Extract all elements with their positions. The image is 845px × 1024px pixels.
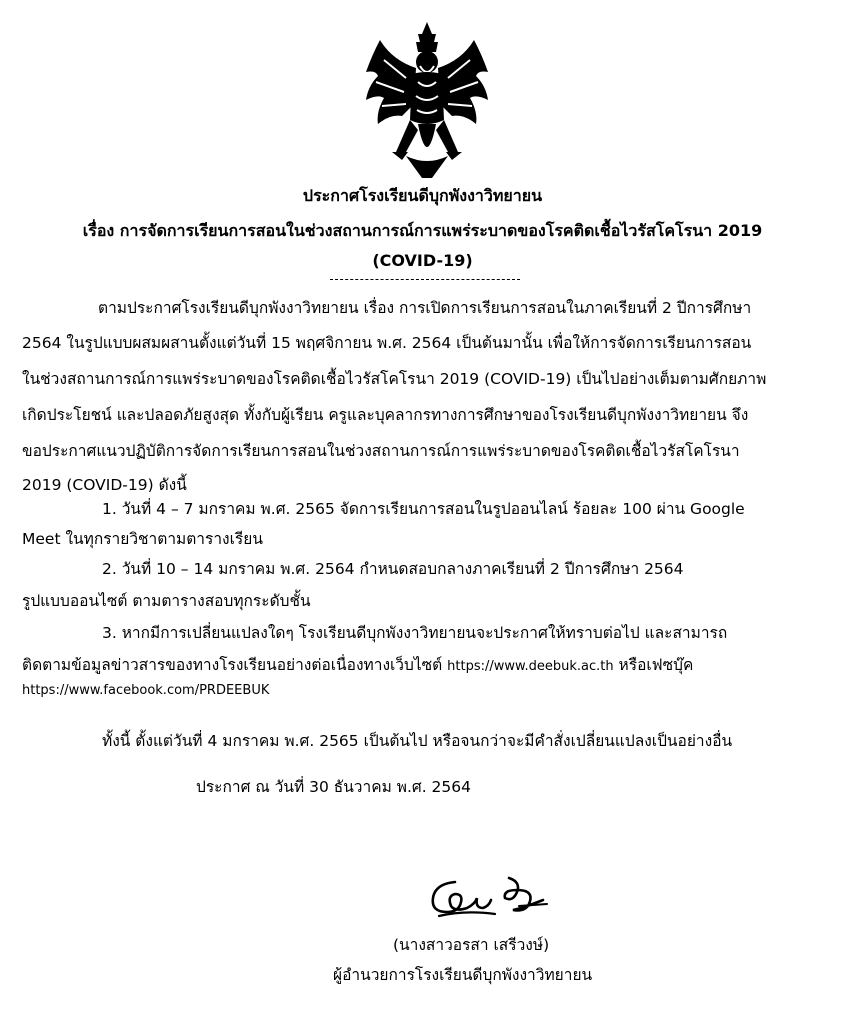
item-1-line-2: Meet ในทุกรายวิชาตามตารางเรียน: [22, 530, 263, 548]
item-2-line-1: 2. วันที่ 10 – 14 มกราคม พ.ศ. 2564 กำหนดสอบกลางภาคเรียนที่ 2 ปีการศึกษา 2564: [102, 560, 684, 578]
item-3-text: ติดตามข้อมูลข่าวสารของทางโรงเรียนอย่างต่อเนื่องทางเว็บไซต์: [22, 656, 443, 674]
item-1-line-1: 1. วันที่ 4 – 7 มกราคม พ.ศ. 2565 จัดการเรียนการสอนในรูปออนไลน์ ร้อยละ 100 ผ่าน Google: [102, 500, 745, 518]
signer-name: (นางสาวอรสา เสรีวงษ์): [393, 936, 550, 954]
intro-line-4: เกิดประโยชน์ และปลอดภัยสูงสุด ทั้งกับผู้เรียน ครูและบุคลากรทางการศึกษาของโรงเรียนดีบุกพังงาวิทยายน จึง: [22, 406, 749, 424]
announcement-subject-covid: (COVID-19): [372, 251, 473, 270]
announced-date: ประกาศ ณ วันที่ 30 ธันวาคม พ.ศ. 2564: [196, 778, 472, 796]
garuda-emblem-icon: [362, 20, 492, 180]
handwritten-signature: [425, 868, 555, 924]
item-3-line-1: 3. หากมีการเปลี่ยนแปลงใดๆ โรงเรียนดีบุกพังงาวิทยายนจะประกาศให้ทราบต่อไป และสามารถ: [102, 624, 728, 642]
intro-line-3: ในช่วงสถานการณ์การแพร่ระบาดของโรคติดเชื้อไวรัสโคโรนา 2019 (COVID-19) เป็นไปอย่างเต็มตามศักยภาพ: [22, 370, 767, 388]
effective-date: ทั้งนี้ ตั้งแต่วันที่ 4 มกราคม พ.ศ. 2565 เป็นต้นไป หรือจนกว่าจะมีคำสั่งเปลี่ยนแปลงเป็นอย่างอื่น: [102, 732, 733, 750]
item-3-suffix: หรือเฟซบุ๊ค: [618, 656, 694, 674]
facebook-link[interactable]: https://www.facebook.com/PRDEEBUK: [22, 683, 270, 698]
header-divider: [330, 279, 520, 280]
item-2-line-2: รูปแบบออนไซต์ ตามตารางสอบทุกระดับชั้น: [22, 592, 311, 610]
announcement-subject: เรื่อง การจัดการเรียนการสอนในช่วงสถานการณ์การแพร่ระบาดของโรคติดเชื้อไวรัสโคโรนา 2019: [82, 221, 763, 240]
intro-line-6: 2019 (COVID-19) ดังนี้: [22, 476, 187, 494]
announcement-title: ประกาศโรงเรียนดีบุกพังงาวิทยายน: [302, 186, 543, 205]
intro-line-2: 2564 ในรูปแบบผสมผสานตั้งแต่วันที่ 15 พฤศจิกายน พ.ศ. 2564 เป็นต้นมานั้น เพื่อให้การจัดการเรียนการสอน: [22, 334, 752, 352]
signer-position: ผู้อำนวยการโรงเรียนดีบุกพังงาวิทยายน: [333, 966, 593, 984]
intro-line-5: ขอประกาศแนวปฏิบัติการจัดการเรียนการสอนในช่วงสถานการณ์การแพร่ระบาดของโรคติดเชื้อไวรัสโคโรนา: [22, 442, 740, 460]
website-link[interactable]: https://www.deebuk.ac.th: [447, 659, 614, 674]
intro-line-1: ตามประกาศโรงเรียนดีบุกพังงาวิทยายน เรื่อง การเปิดการเรียนการสอนในภาคเรียนที่ 2 ปีการศึกษา: [98, 299, 752, 317]
item-3-line-2: [22, 654, 693, 678]
